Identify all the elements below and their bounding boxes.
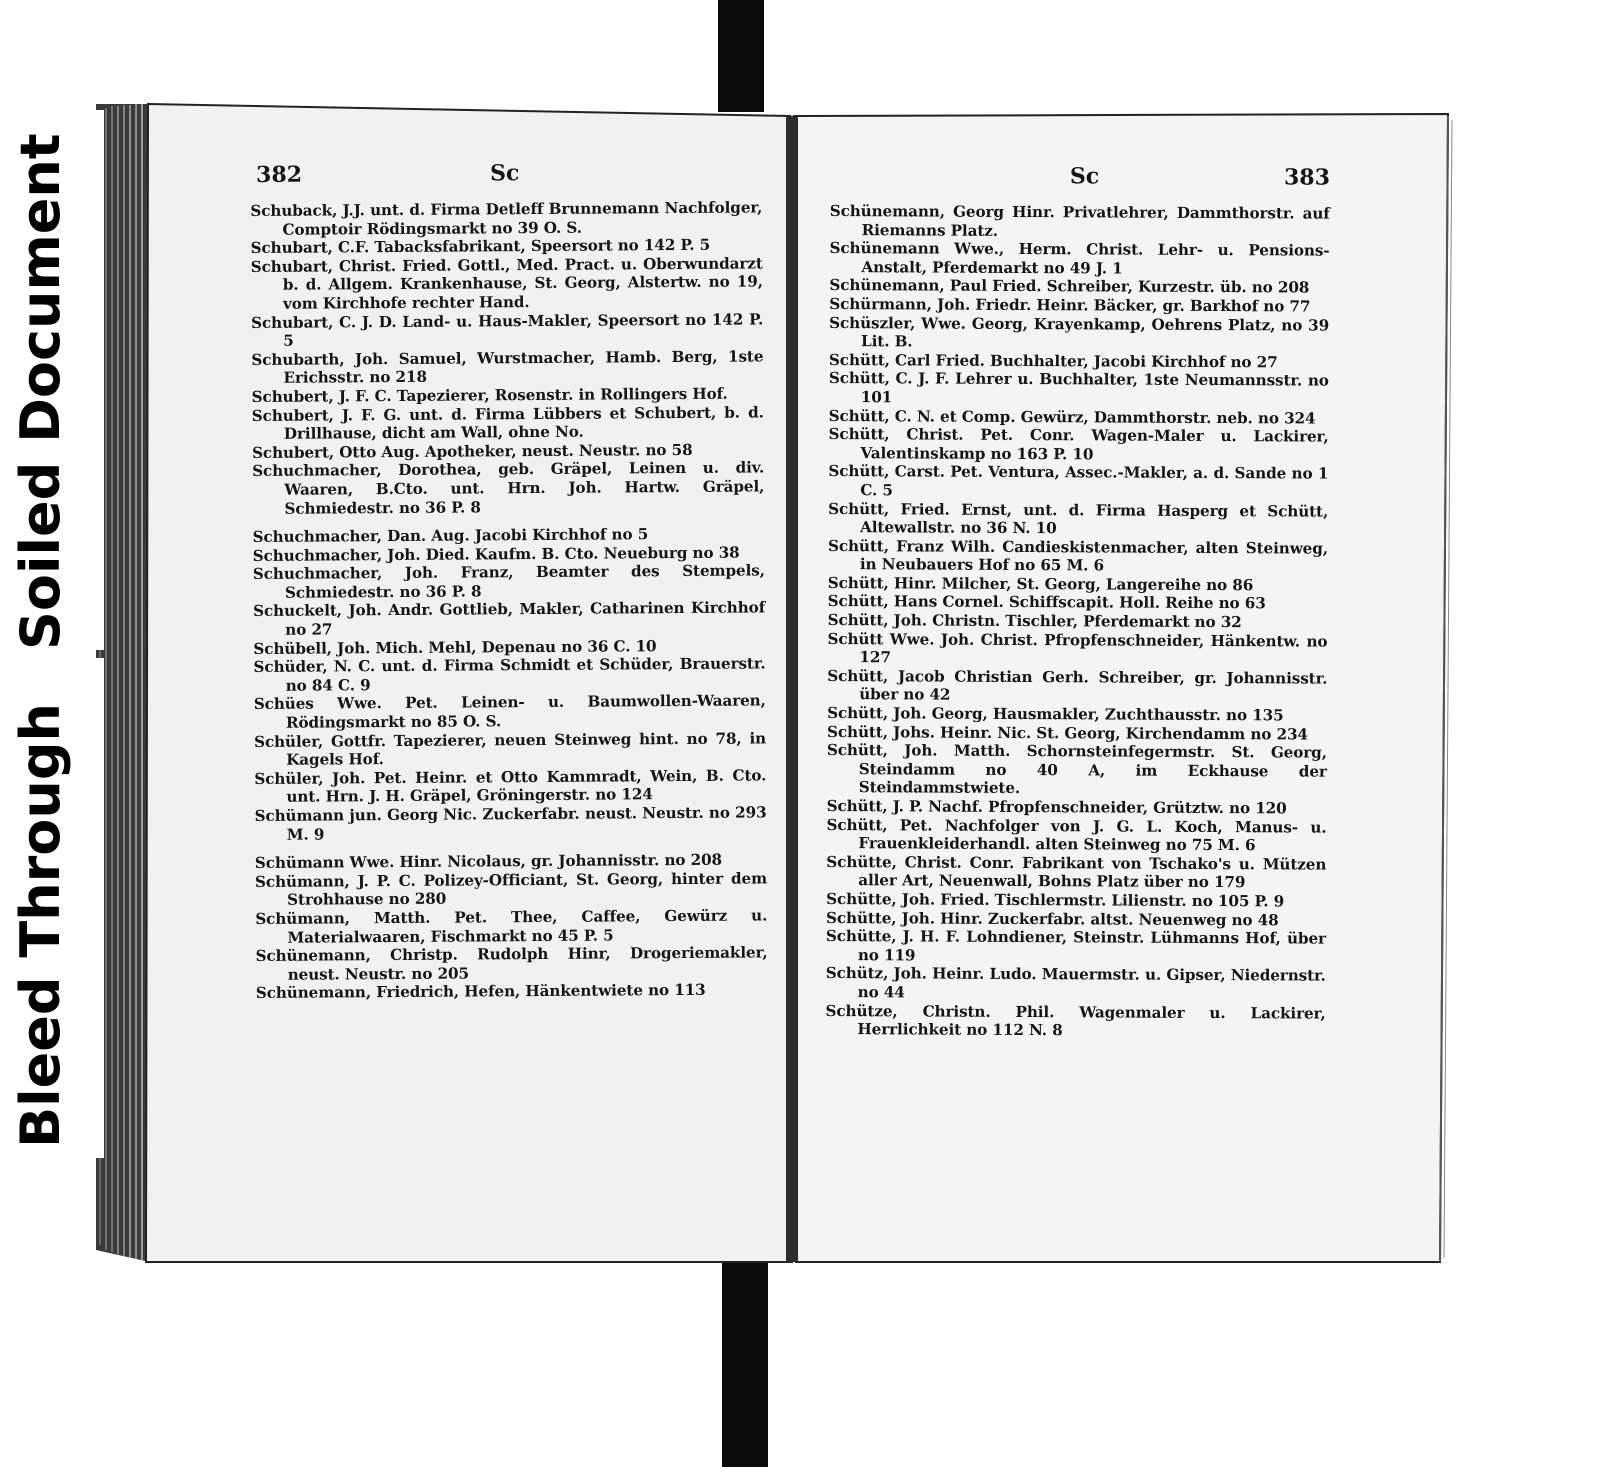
directory-entry: Schuchmacher, Joh. Died. Kaufm. B. Cto. Neueburg no 38 [252,543,740,565]
directory-entry: Schüszler, Wwe. Georg, Krayenkamp, Oehrens Platz, no 39 Lit. B. [829,313,1330,351]
bleed-through-label: Bleed Through [9,703,72,1148]
directory-entry: Schütte, J. H. F. Lohndiener, Steinstr. Lühmanns Hof, über no 119 [825,927,1326,965]
directory-entry: Schües Wwe. Pet. Leinen- u. Baumwollen-Waaren, Rödingsmarkt no 85 O. S. [253,691,766,732]
left-page-header [250,158,762,202]
directory-entry: Schümann jun. Georg Nic. Zuckerfabr. neust. Neustr. no 293 M. 9 [254,803,767,844]
left-page-text [250,158,768,1002]
directory-entry: Schubarth, Joh. Samuel, Wurstmacher, Hamb. Berg, 1ste Erichsstr. no 218 [251,347,764,388]
left-entry-list [250,198,768,1002]
directory-entry: Schümann, Matth. Pet. Thee, Caffee, Gewürz u. Materialwaaren, Fischmarkt no 45 P. 5 [255,906,768,947]
directory-entry: Schütt, Joh. Christn. Tischler, Pferdemarkt no 32 [827,611,1242,632]
directory-entry: Schünemann Wwe., Herm. Christ. Lehr- u. Pensions-Anstalt, Pferdemarkt no 49 J. 1 [829,239,1330,278]
directory-entry: Schünemann, Friedrich, Hefen, Hänkentwiete no 113 [255,981,706,1003]
directory-entry: Schütt, C. J. F. Lehrer u. Buchhalter, 1ste Neumannsstr. no 101 [828,369,1329,407]
right-page-header [830,162,1330,205]
spine-strip-bottom [722,1258,768,1467]
directory-entry: Schütt, Joh. Georg, Hausmakler, Zuchthausstr. no 135 [827,704,1284,725]
directory-entry: Schütt, Jacob Christian Gerh. Schreiber, gr. Johannisstr. über no 42 [827,666,1328,705]
directory-entry: Schubert, J. F. G. unt. d. Firma Lübbers et Schubert, b. d. Drillhause, dicht am Wall, ohne No. [251,402,764,443]
right-entry-list [825,202,1329,1041]
directory-entry: Schütz, Joh. Heinr. Ludo. Mauermstr. u. Gipser, Niedernstr. no 44 [825,964,1326,1002]
directory-entry: Schütt, Pet. Nachfolger von J. G. L. Koch, Manus- u. Frauenkleiderhandl. alten Steinweg no 75 M. 6 [826,815,1327,855]
soiled-document-stamp [0,110,104,650]
directory-entry: Schütt, Hans Cornel. Schiffscapit. Holl. Reihe no 63 [827,592,1266,613]
directory-entry: Schütt, Carl Fried. Buchhalter, Jacobi Kirchhof no 27 [828,350,1278,372]
left-section-heading: Sc [489,160,520,187]
directory-entry: Schümann Wwe. Hinr. Nicolaus, gr. Johannisstr. no 208 [254,850,723,873]
directory-entry: Schuchmacher, Joh. Franz, Beamter des Stempels, Schmiedestr. no 36 P. 8 [252,561,765,602]
spine-strip-top [718,0,764,112]
directory-entry: Schütt, Joh. Matth. Schornsteinfegermstr. St. Georg, Steindamm no 40 A, im Eckhause der Steindammstwiete. [826,741,1327,798]
directory-entry: Schütt Wwe. Joh. Christ. Pfropfenschneider, Hänkentw. no 127 [827,629,1328,667]
directory-entry: Schütt, Franz Wilh. Candieskistenmacher, alten Steinweg, in Neubauers Hof no 65 M. 6 [827,536,1329,575]
right-section-heading: Sc [1069,163,1100,190]
right-page-number: 383 [1283,164,1330,191]
directory-entry: Schuchmacher, Dorothea, geb. Gräpel, Leinen u. div. Waaren, B.Cto. unt. Hrn. Joh. Hartw. Gräpel, Schmiedestr. no 36 P. 8 [252,458,765,518]
right-page-text [825,162,1330,1041]
directory-entry: Schübell, Joh. Mich. Mehl, Depenau no 36 C. 10 [253,636,657,658]
directory-entry: Schüder, N. C. unt. d. Firma Schmidt et Schüder, Brauerstr. no 84 C. 9 [253,654,766,695]
directory-entry: Schubert, J. F. C. Tapezierer, Rosenstr. in Rollingers Hof. [251,384,728,406]
directory-entry: Schuchmacher, Dan. Aug. Jacobi Kirchhof no 5 [252,525,649,547]
directory-entry: Schürmann, Joh. Friedr. Heinr. Bäcker, gr. Barkhof no 77 [829,294,1311,316]
directory-entry: Schütt, Hinr. Milcher, St. Georg, Langereihe no 86 [827,573,1254,595]
directory-entry: Schütze, Christn. Phil. Wagenmaler u. Lackirer, Herrlichkeit no 112 N. 8 [825,1001,1326,1040]
gutter [786,116,798,1262]
directory-entry: Schuback, J.J. unt. d. Firma Detleff Brunnemann Nachfolger, Comptoir Rödingsmarkt no 39 O. S. [250,198,763,239]
directory-entry: Schütt, Christ. Pet. Conr. Wagen-Maler u. Lackirer, Valentinskamp no 163 P. 10 [828,425,1329,464]
directory-entry: Schütte, Christ. Conr. Fabrikant von Tschako's u. Mützen aller Art, Neuenwall, Bohns Platz über no 179 [826,852,1327,892]
directory-entry: Schünemann, Christp. Rudolph Hinr, Drogeriemakler, neust. Neustr. no 205 [255,943,768,984]
directory-entry: Schubart, C. J. D. Land- u. Haus-Makler, Speersort no 142 P. 5 [251,309,764,350]
directory-entry: Schüler, Gottfr. Tapezierer, neuen Steinweg hint. no 78, in Kagels Hof. [253,729,767,769]
bleed-through-stamp [0,658,104,1158]
soiled-document-label: Soiled Document [9,133,72,650]
directory-entry: Schünemann, Georg Hinr. Privatlehrer, Dammthorstr. auf Riemanns Platz. [829,201,1330,240]
directory-entry: Schütt, Carst. Pet. Ventura, Assec.-Makler, a. d. Sande no 1 C. 5 [828,462,1329,500]
directory-entry: Schütt, Johs. Heinr. Nic. St. Georg, Kirchendamm no 234 [826,722,1308,744]
left-page-number: 382 [255,161,303,188]
directory-entry: Schubart, Christ. Fried. Gottl., Med. Pract. u. Oberwundarzt b. d. Allgem. Krankenhause, St. Georg, Alstertw. no 19, vom Kirchhofe rechter Hand. [250,254,763,313]
directory-entry: Schümann, J. P. C. Polizey-Officiant, St. Georg, hinter dem Strohhause no 280 [254,869,768,910]
directory-entry: Schubart, C.F. Tabacksfabrikant, Speersort no 142 P. 5 [250,235,711,258]
directory-entry: Schuckelt, Joh. Andr. Gottlieb, Makler, Catharinen Kirchhof no 27 [253,598,766,639]
directory-entry: Schütte, Joh. Fried. Tischlermstr. Lilienstr. no 105 P. 9 [826,889,1285,911]
directory-entry: Schütt, Fried. Ernst, unt. d. Firma Hasperg et Schütt, Altewallstr. no 36 N. 10 [828,499,1329,538]
directory-entry: Schüler, Joh. Pet. Heinr. et Otto Kammradt, Wein, B. Cto. unt. Hrn. J. H. Gräpel, Gröningerstr. no 124 [254,766,767,807]
directory-entry: Schütt, C. N. et Comp. Gewürz, Dammthorstr. neb. no 324 [828,406,1316,428]
directory-entry: Schütte, Joh. Hinr. Zuckerfabr. altst. Neuenweg no 48 [825,908,1279,929]
directory-entry: Schubert, Otto Aug. Apotheker, neust. Neustr. no 58 [251,440,693,462]
directory-entry: Schütt, J. P. Nachf. Pfropfenschneider, Grütztw. no 120 [826,796,1287,818]
directory-entry: Schünemann, Paul Fried. Schreiber, Kurzestr. üb. no 208 [829,276,1310,297]
